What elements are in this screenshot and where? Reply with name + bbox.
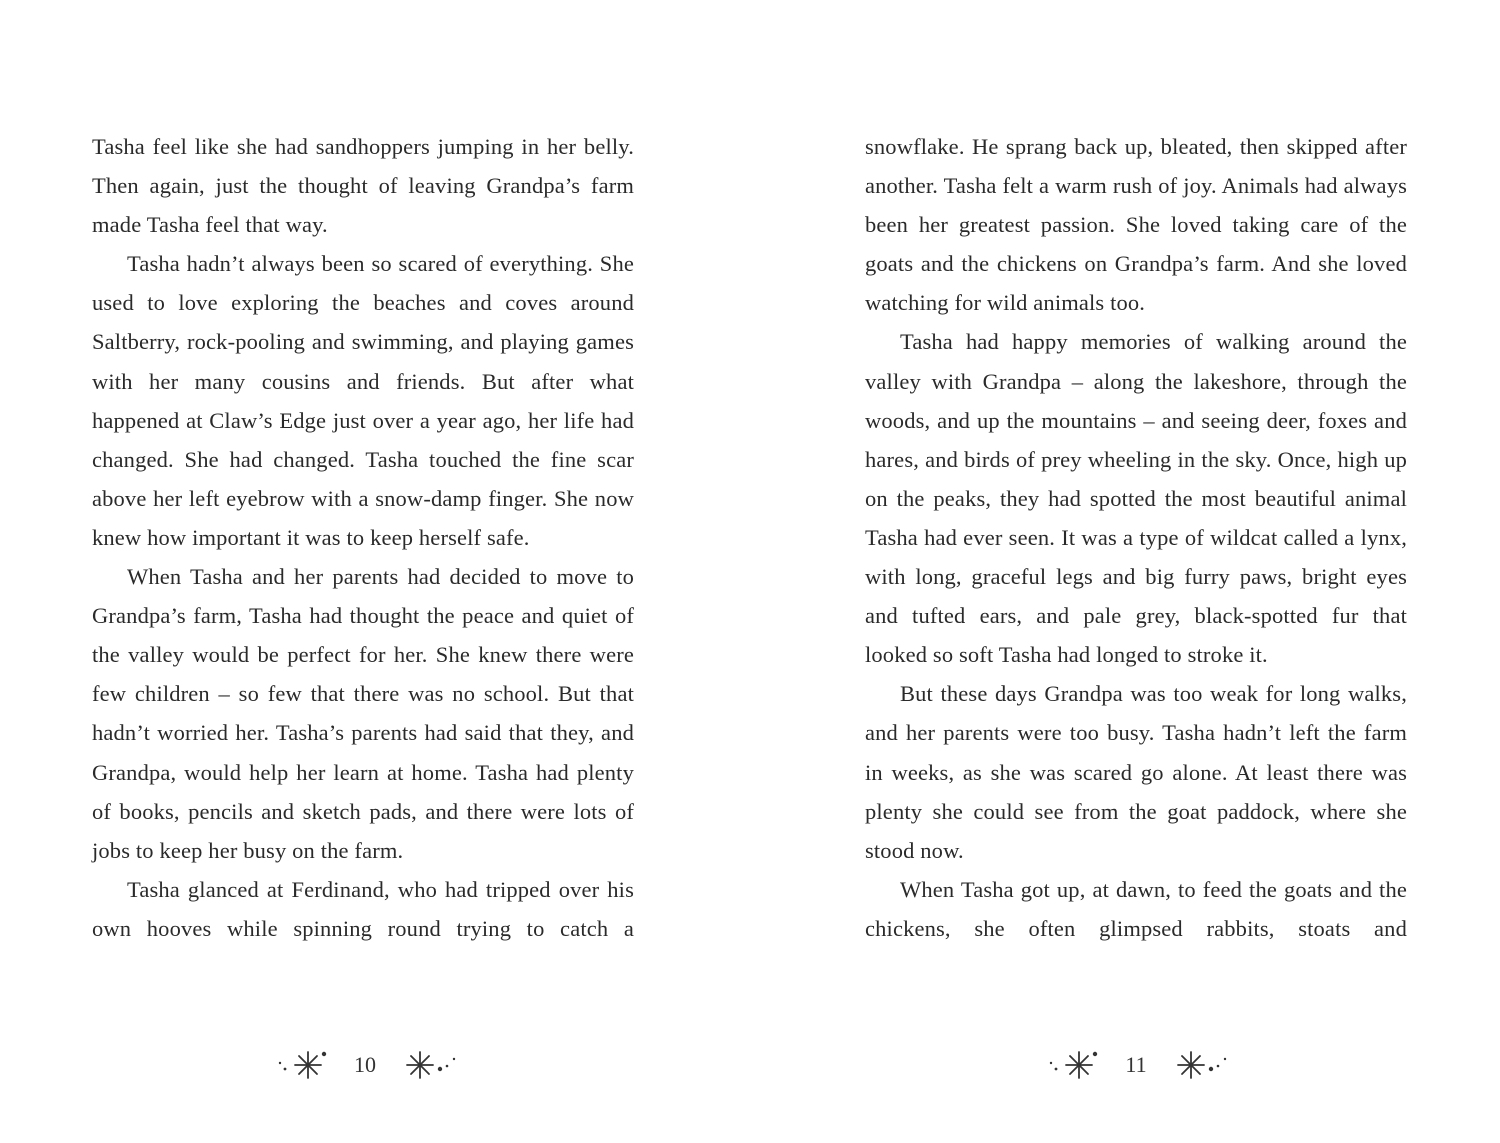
left-page-text bbox=[92, 127, 634, 948]
sparkle-star-icon bbox=[402, 1046, 462, 1082]
paragraph: But these days Grandpa was too weak for long walks, and her parents were too busy. Tasha hadn’t left the farm in weeks, as she was scared go alone. At least there was plenty she could see from the goat paddock, where she stood now. bbox=[865, 681, 1407, 863]
paragraph: Tasha glanced at Ferdinand, who had tripped over his own hooves while spinning round trying to catch a bbox=[92, 876, 634, 941]
page-number: 10 bbox=[354, 1052, 376, 1077]
right-page-text bbox=[865, 127, 1407, 948]
sparkle-star-icon bbox=[1173, 1046, 1233, 1082]
sparkle-star-icon bbox=[1043, 1046, 1103, 1082]
paragraph: snowflake. He sprang back up, bleated, then skipped after another. Tasha felt a warm rush of joy. Animals had always been her greatest passion. She loved taking care of the goats and the chickens on Grandpa’s farm. And she loved watching for wild animals too. bbox=[865, 134, 1407, 316]
sparkle-star-icon bbox=[272, 1046, 332, 1082]
paragraph: Tasha feel like she had sandhoppers jumping in her belly. Then again, just the thought of leaving Grandpa’s farm made Tasha feel that way. bbox=[92, 134, 634, 238]
right-page bbox=[750, 0, 1500, 1143]
page-footer bbox=[750, 1044, 1500, 1084]
paragraph: When Tasha got up, at dawn, to feed the goats and the chickens, she often glimpsed rabbits, stoats and bbox=[865, 876, 1407, 941]
page-footer bbox=[0, 1044, 750, 1084]
paragraph: Tasha hadn’t always been so scared of everything. She used to love exploring the beaches and coves around Saltberry, rock-pooling and swimming, and playing games with her many cousins and friends. But after what happened at Claw’s Edge just over a year ago, her life had changed. She had changed. Tasha touched the fine scar above her left eyebrow with a snow-damp finger. She now knew how important it was to keep herself safe. bbox=[92, 251, 634, 550]
page-number: 11 bbox=[1125, 1052, 1147, 1077]
paragraph: Tasha had happy memories of walking around the valley with Grandpa – along the lakeshore, through the woods, and up the mountains – and seeing deer, foxes and hares, and birds of prey wheeling in the sky. Once, high up on the peaks, they had spotted the most beautiful animal Tasha had ever seen. It was a type of wildcat called a lynx, with long, graceful legs and big furry paws, bright eyes and tufted ears, and pale grey, black-spotted fur that looked so soft Tasha had longed to stroke it. bbox=[865, 329, 1407, 668]
paragraph: When Tasha and her parents had decided to move to Grandpa’s farm, Tasha had thought the peace and quiet of the valley would be perfect for her. She knew there were few children – so few that there was no school. But that hadn’t worried her. Tasha’s parents had said that they, and Grandpa, would help her learn at home. Tasha had plenty of books, pencils and sketch pads, and there were lots of jobs to keep her busy on the farm. bbox=[92, 564, 634, 863]
